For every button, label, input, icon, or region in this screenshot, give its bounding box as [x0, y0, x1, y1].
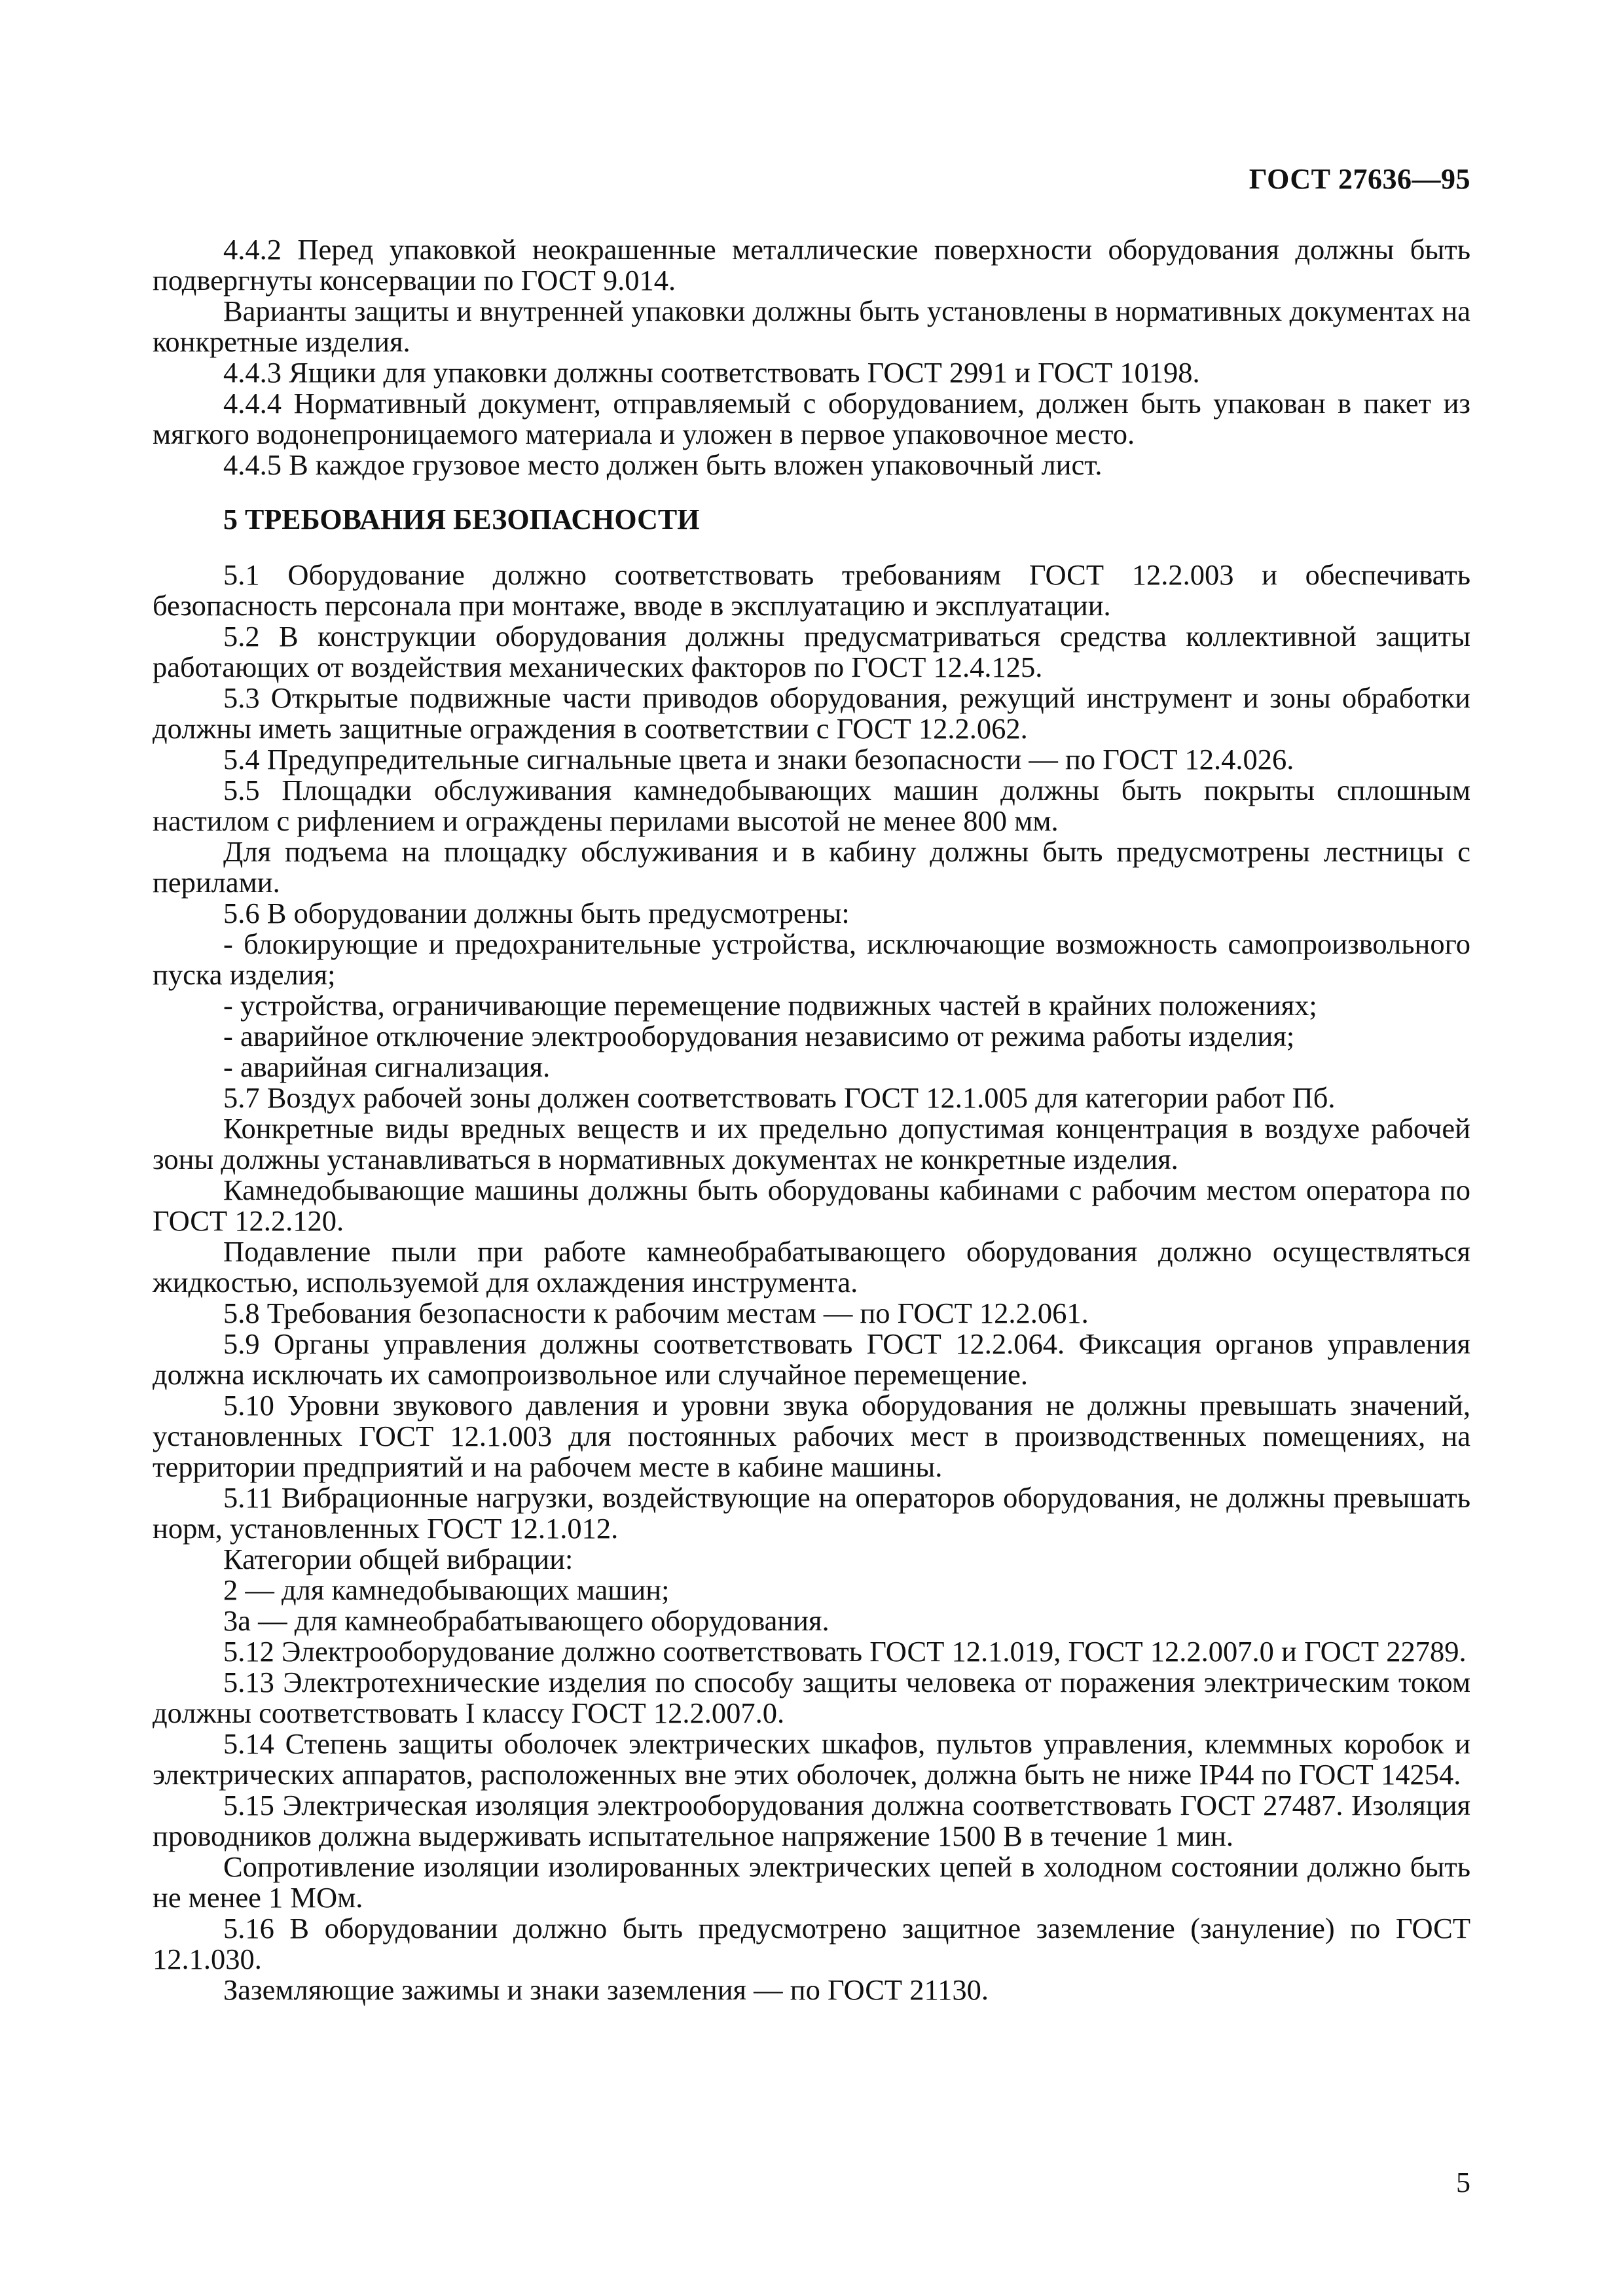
- paragraph: 5.3 Открытые подвижные части приводов оборудования, режущий инструмент и зоны обработки должны иметь защитные ограждения в соответствии с ГОСТ 12.2.062.: [153, 681, 1470, 745]
- paragraph: Подавление пыли при работе камнеобрабатывающего оборудования должно осуществляться жидкостью, используемой для охлаждения инструмента.: [153, 1235, 1470, 1299]
- paragraph: 5.2 В конструкции оборудования должны предусматриваться средства коллективной защиты работающих от воздействия механических факторов по ГОСТ 12.4.125.: [153, 620, 1470, 683]
- paragraph: Варианты защиты и внутренней упаковки должны быть установлены в нормативных документах на конкретные изделия.: [153, 295, 1470, 358]
- paragraph: 4.4.4 Нормативный документ, отправляемый с оборудованием, должен быть упакован в пакет из мягкого водонепроницаемого материала и уложен в первое упаковочное место.: [153, 387, 1470, 450]
- paragraph: - аварийная сигнализация.: [223, 1050, 551, 1083]
- paragraph: Сопротивление изоляции изолированных электрических цепей в холодном состоянии должно быть не менее 1 МОм.: [153, 1850, 1470, 1914]
- paragraph: Категории общей вибрации:: [223, 1543, 574, 1575]
- paragraph: Конкретные виды вредных веществ и их предельно допустимая концентрация в воздухе рабочей зоны должны устанавливаться в нормативных документах не конкретные изделия.: [153, 1112, 1470, 1175]
- paragraph: 5.13 Электротехнические изделия по способу защиты человека от поражения электрическим током должны соответствовать I классу ГОСТ 12.2.007.0.: [153, 1666, 1470, 1729]
- paragraph: 5.5 Площадки обслуживания камнедобывающих машин должны быть покрыты сплошным настилом с рифлением и ограждены перилами высотой не менее 800 мм.: [153, 774, 1470, 837]
- paragraph: 4.4.2 Перед упаковкой неокрашенные металлические поверхности оборудования должны быть подвергнуты консервации по ГОСТ 9.014.: [153, 233, 1470, 296]
- page-number: 5: [1456, 2166, 1470, 2198]
- paragraph: 5.14 Степень защиты оболочек электрических шкафов, пультов управления, клеммных коробок и электрических аппаратов, расположенных вне этих оболочек, должна быть не ниже IP44 по ГОСТ 14254.: [153, 1727, 1470, 1791]
- paragraph: - блокирующие и предохранительные устройства, исключающие возможность самопроизвольного пуска изделия;: [153, 927, 1470, 991]
- paragraph: 4.4.5 В каждое грузовое место должен быть вложен упаковочный лист.: [223, 448, 1103, 481]
- paragraph: 5.16 В оборудовании должно быть предусмотрено защитное заземление (зануление) по ГОСТ 12.1.030.: [153, 1912, 1470, 1975]
- paragraph: - аварийное отключение электрооборудования независимо от режима работы изделия;: [223, 1020, 1295, 1052]
- paragraph: Для подъема на площадку обслуживания и в кабину должны быть предусмотрены лестницы с перилами.: [153, 835, 1470, 899]
- paragraph: 5.10 Уровни звукового давления и уровни звука оборудования не должны превышать значений, установленных ГОСТ 12.1.003 для постоянных рабочих мест в производственных помещениях, на территории предприятий и на рабочем месте в кабине машины.: [153, 1389, 1470, 1483]
- paragraph: 5.4 Предупредительные сигнальные цвета и знаки безопасности — по ГОСТ 12.4.026.: [223, 743, 1294, 776]
- document-body: [153, 234, 1470, 2005]
- section-heading: 5 ТРЕБОВАНИЯ БЕЗОПАСНОСТИ: [223, 503, 700, 535]
- paragraph: 3а — для камнеобрабатывающего оборудования.: [223, 1604, 830, 1637]
- paragraph: Камнедобывающие машины должны быть оборудованы кабинами с рабочим местом оператора по ГОСТ 12.2.120.: [153, 1174, 1470, 1237]
- paragraph: - устройства, ограничивающие перемещение подвижных частей в крайних положениях;: [223, 989, 1317, 1022]
- paragraph: 5.11 Вибрационные нагрузки, воздействующие на операторов оборудования, не должны превышать норм, установленных ГОСТ 12.1.012.: [153, 1481, 1470, 1545]
- paragraph: 5.7 Воздух рабочей зоны должен соответствовать ГОСТ 12.1.005 для категории работ Пб.: [223, 1081, 1336, 1114]
- paragraph: 5.9 Органы управления должны соответствовать ГОСТ 12.2.064. Фиксация органов управления должна исключать их самопроизвольное или случайное перемещение.: [153, 1327, 1470, 1391]
- paragraph: 5.15 Электрическая изоляция электрооборудования должна соответствовать ГОСТ 27487. Изоляция проводников должна выдерживать испытательное напряжение 1500 В в течение 1 мин.: [153, 1789, 1470, 1852]
- paragraph: 5.12 Электрооборудование должно соответствовать ГОСТ 12.1.019, ГОСТ 12.2.007.0 и ГОСТ 22789.: [223, 1635, 1467, 1668]
- paragraph: 5.6 В оборудовании должны быть предусмотрены:: [223, 897, 850, 929]
- paragraph: 4.4.3 Ящики для упаковки должны соответствовать ГОСТ 2991 и ГОСТ 10198.: [223, 356, 1200, 389]
- paragraph: 2 — для камнедобывающих машин;: [223, 1573, 670, 1606]
- paragraph: Заземляющие зажимы и знаки заземления — по ГОСТ 21130.: [223, 1973, 989, 2006]
- document-code: ГОСТ 27636—95: [1249, 163, 1470, 195]
- paragraph: 5.1 Оборудование должно соответствовать требованиям ГОСТ 12.2.003 и обеспечивать безопасность персонала при монтаже, вводе в эксплуатацию и эксплуатации.: [153, 558, 1470, 622]
- paragraph: 5.8 Требования безопасности к рабочим местам — по ГОСТ 12.2.061.: [223, 1297, 1089, 1329]
